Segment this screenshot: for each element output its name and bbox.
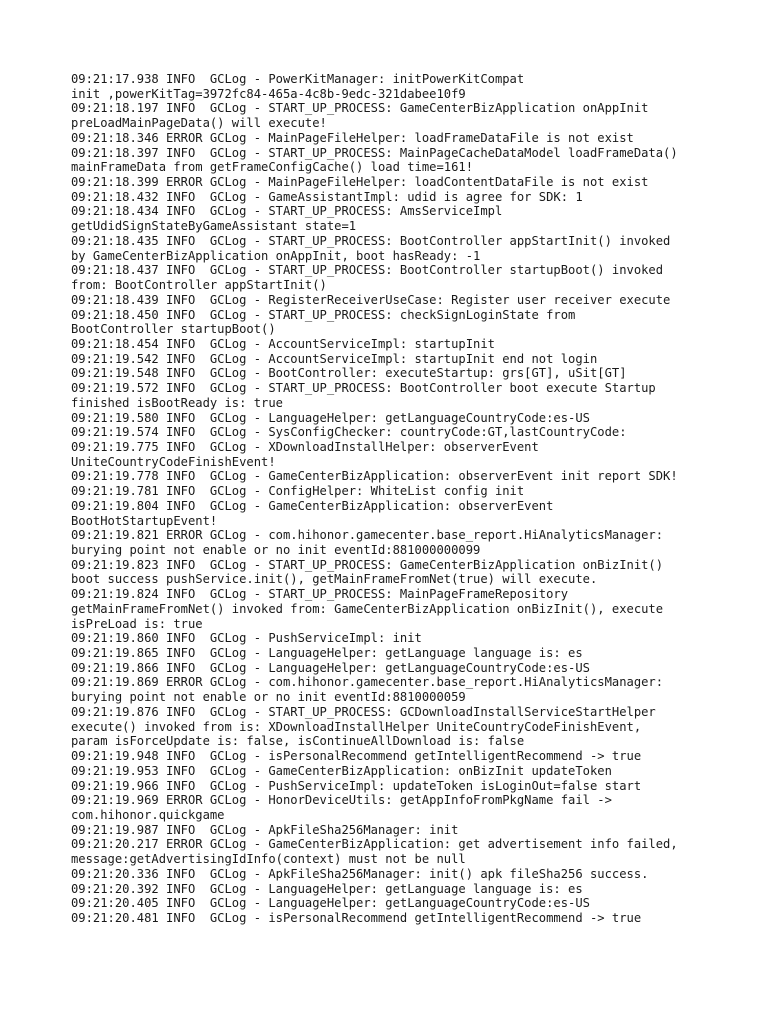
log-line: 09:21:18.437 INFO GCLog - START_UP_PROCESS: BootController startupBoot() invoked xyxy=(71,263,664,278)
log-line: 09:21:19.778 INFO GCLog - GameCenterBizApplication: observerEvent init report SDK! xyxy=(71,469,678,484)
log-line: 09:21:19.966 INFO GCLog - PushServiceImpl: updateToken isLoginOut=false start xyxy=(71,778,642,793)
log-line: 09:21:18.439 INFO GCLog - RegisterReceiverUseCase: Register user receiver execute xyxy=(71,292,671,307)
log-line: burying point not enable or no init eventId:881000000099 xyxy=(71,543,481,557)
log-line: 09:21:18.435 INFO GCLog - START_UP_PROCESS: BootController appStartInit() invoked xyxy=(71,233,671,248)
log-line: 09:21:19.876 INFO GCLog - START_UP_PROCESS: GCDownloadInstallServiceStartHelper xyxy=(71,704,656,719)
log-line: getUdidSignStateByGameAssistant state=1 xyxy=(71,219,357,234)
log-line: 09:21:19.953 INFO GCLog - GameCenterBizApplication: onBizInit updateToken xyxy=(71,763,612,778)
log-line: 09:21:18.450 INFO GCLog - START_UP_PROCESS: checkSignLoginState from xyxy=(71,307,576,322)
log-line: 09:21:20.392 INFO GCLog - LanguageHelper: getLanguage language is: es xyxy=(71,881,583,896)
log-line: 09:21:18.397 INFO GCLog - START_UP_PROCESS: MainPageCacheDataModel loadFrameData() xyxy=(71,145,678,160)
log-line: 09:21:17.938 INFO GCLog - PowerKitManager: initPowerKitCompat xyxy=(71,72,525,86)
log-line: 09:21:20.336 INFO GCLog - ApkFileSha256Manager: init() apk fileSha256 success. xyxy=(71,866,649,881)
log-line: by GameCenterBizApplication onAppInit, boot hasReady: -1 xyxy=(71,248,481,263)
log-line: 09:21:19.860 INFO GCLog - PushServiceImpl: init xyxy=(71,631,422,646)
log-line: 09:21:19.821 ERROR GCLog - com.hihonor.gamecenter.base_report.HiAnalyticsManager: xyxy=(71,528,664,543)
log-line: BootController startupBoot() xyxy=(71,322,276,337)
log-line: init ,powerKitTag=3972fc84-465a-4c8b-9edc-321dabee10f9 xyxy=(71,86,466,101)
log-line: 09:21:19.948 INFO GCLog - isPersonalRecommend getIntelligentRecommend -> true xyxy=(71,749,642,764)
log-line: 09:21:18.346 ERROR GCLog - MainPageFileHelper: loadFrameDataFile is not exist xyxy=(71,130,634,145)
log-line: finished isBootReady is: true xyxy=(71,395,283,410)
log-line: getMainFrameFromNet() invoked from: GameCenterBizApplication onBizInit(), execute xyxy=(71,601,664,616)
log-line: com.hihonor.quickgame xyxy=(71,807,225,822)
log-line: 09:21:19.542 INFO GCLog - AccountServiceImpl: startupInit end not login xyxy=(71,351,598,366)
log-line: 09:21:18.454 INFO GCLog - AccountServiceImpl: startupInit xyxy=(71,336,495,351)
log-line: param isForceUpdate is: false, isContinueAllDownload is: false xyxy=(71,734,525,749)
log-text-block xyxy=(71,72,711,926)
log-line: 09:21:18.432 INFO GCLog - GameAssistantImpl: udid is agree for SDK: 1 xyxy=(71,189,583,204)
log-line: 09:21:19.823 INFO GCLog - START_UP_PROCESS: GameCenterBizApplication onBizInit() xyxy=(71,557,664,572)
log-line: 09:21:20.481 INFO GCLog - isPersonalRecommend getIntelligentRecommend -> true xyxy=(71,910,642,925)
log-line: 09:21:19.969 ERROR GCLog - HonorDeviceUtils: getAppInfoFromPkgName fail -> xyxy=(71,793,612,808)
log-line: 09:21:19.775 INFO GCLog - XDownloadInstallHelper: observerEvent xyxy=(71,439,539,454)
log-line: isPreLoad is: true xyxy=(71,616,203,631)
log-line: 09:21:19.548 INFO GCLog - BootController: executeStartup: grs[GT], uSit[GT] xyxy=(71,366,627,381)
log-line: 09:21:19.572 INFO GCLog - START_UP_PROCESS: BootController boot execute Startup xyxy=(71,381,656,396)
log-line: 09:21:19.574 INFO GCLog - SysConfigChecker: countryCode:GT,lastCountryCode: xyxy=(71,425,627,440)
log-line: UniteCountryCodeFinishEvent! xyxy=(71,454,276,469)
log-line: message:getAdvertisingIdInfo(context) must not be null xyxy=(71,852,466,867)
log-line: 09:21:19.987 INFO GCLog - ApkFileSha256Manager: init xyxy=(71,822,459,837)
log-line: burying point not enable or no init eventId:8810000059 xyxy=(71,690,466,705)
log-line: 09:21:19.804 INFO GCLog - GameCenterBizApplication: observerEvent xyxy=(71,498,554,513)
log-line: 09:21:19.580 INFO GCLog - LanguageHelper: getLanguageCountryCode:es-US xyxy=(71,410,590,425)
log-line: mainFrameData from getFrameConfigCache() load time=161! xyxy=(71,160,474,175)
log-line: 09:21:19.866 INFO GCLog - LanguageHelper: getLanguageCountryCode:es-US xyxy=(71,660,590,675)
log-line: 09:21:19.869 ERROR GCLog - com.hihonor.gamecenter.base_report.HiAnalyticsManager: xyxy=(71,675,664,690)
log-line: execute() invoked from is: XDownloadInstallHelper UniteCountryCodeFinishEvent, xyxy=(71,719,642,734)
log-line: BootHotStartupEvent! xyxy=(71,513,218,528)
log-line: 09:21:18.434 INFO GCLog - START_UP_PROCESS: AmsServiceImpl xyxy=(71,204,503,219)
log-line: 09:21:19.865 INFO GCLog - LanguageHelper: getLanguage language is: es xyxy=(71,646,583,661)
log-line: 09:21:20.405 INFO GCLog - LanguageHelper: getLanguageCountryCode:es-US xyxy=(71,896,590,911)
log-line: 09:21:20.217 ERROR GCLog - GameCenterBizApplication: get advertisement info failed, xyxy=(71,837,678,852)
log-line: 09:21:19.824 INFO GCLog - START_UP_PROCESS: MainPageFrameRepository xyxy=(71,587,569,602)
log-line: from: BootController appStartInit() xyxy=(71,278,327,293)
log-line: preLoadMainPageData() will execute! xyxy=(71,116,327,131)
log-line: boot success pushService.init(), getMainFrameFromNet(true) will execute. xyxy=(71,572,598,587)
log-line: 09:21:18.399 ERROR GCLog - MainPageFileHelper: loadContentDataFile is not exist xyxy=(71,175,649,190)
log-line: 09:21:19.781 INFO GCLog - ConfigHelper: WhiteList config init xyxy=(71,484,525,499)
log-line: 09:21:18.197 INFO GCLog - START_UP_PROCESS: GameCenterBizApplication onAppInit xyxy=(71,101,649,116)
